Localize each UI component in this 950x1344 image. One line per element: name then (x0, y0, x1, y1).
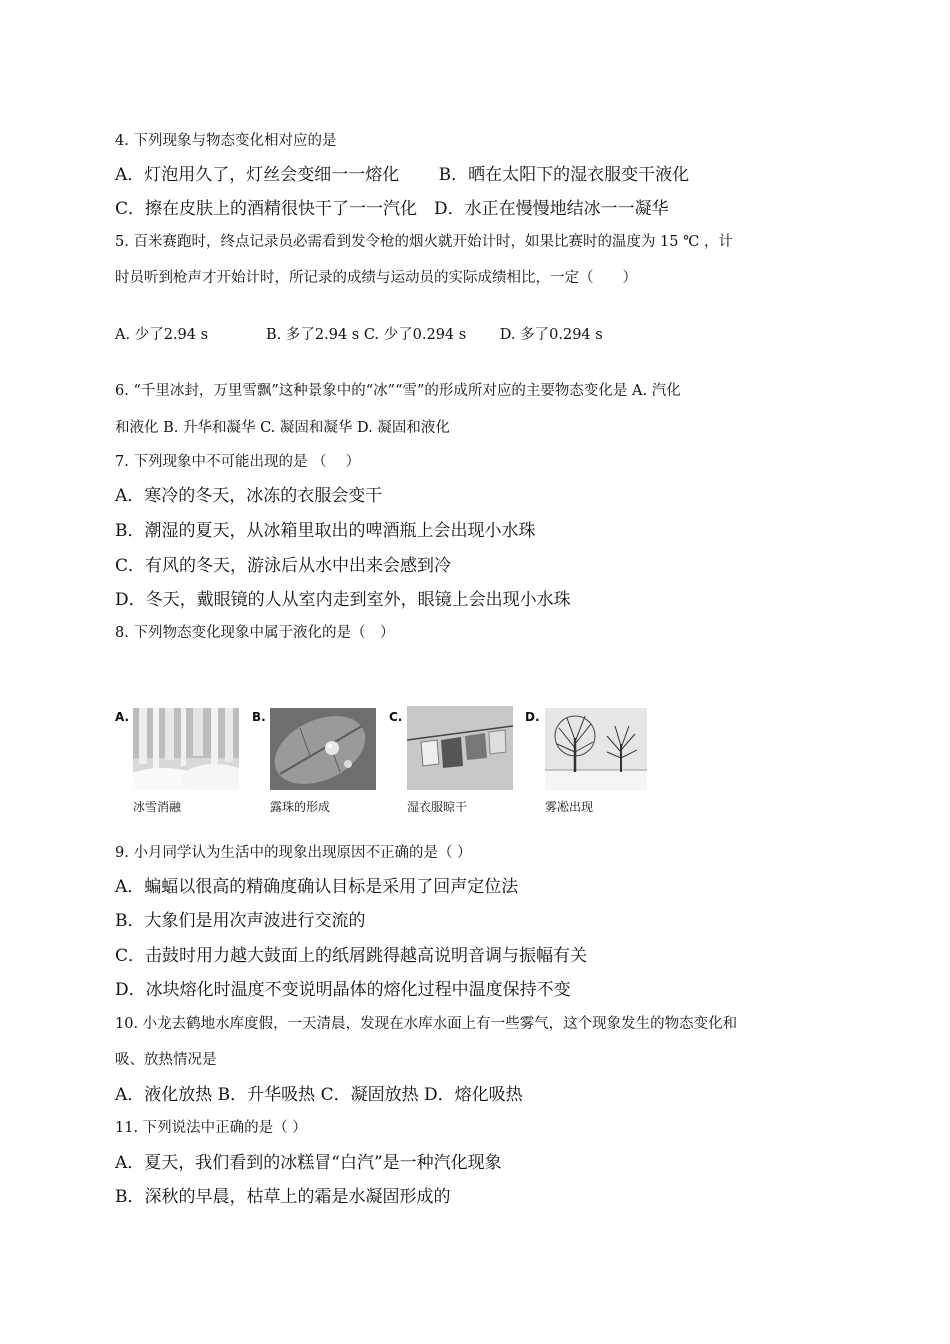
image-b-caption: 露珠的形成 (270, 800, 331, 814)
question-6-stem-line1: 6. “千里冰封，万里雪飘”这种景象中的“冰”“雪”的形成所对应的主要物态变化是 A. 汽化 (115, 383, 681, 399)
question-4-options-ab: A．灯泡用久了，灯丝会变细一一熔化 B．晒在太阳下的湿衣服变干液化 (115, 165, 690, 185)
question-11-option-b: B．深秋的早晨，枯草上的霜是水凝固形成的 (115, 1187, 451, 1207)
question-7-option-c: C．有风的冬天，游泳后从水中出来会感到冷 (115, 556, 452, 576)
question-6-stem-line2: 和液化 B. 升华和凝华 C. 凝固和凝华 D. 凝固和液化 (115, 420, 450, 436)
question-9-option-d: D．冰块熔化时温度不变说明晶体的熔化过程中温度保持不变 (115, 980, 571, 1000)
image-b-label: B. (252, 710, 266, 724)
question-8-stem: 8. 下列物态变化现象中属于液化的是（ ） (115, 625, 395, 641)
question-5-stem-line1: 5. 百米赛跑时，终点记录员必需看到发令枪的烟火就开始计时，如果比赛时的温度为 15 ℃ ，计 (115, 234, 733, 250)
question-10-stem-line1: 10. 小龙去鹤地水库度假，一天清晨，发现在水库水面上有一些雾气，这个现象发生的物态变化和 (115, 1016, 738, 1032)
question-11-stem: 11. 下列说法中正确的是（ ） (115, 1120, 307, 1136)
question-4-options-cd: C．擦在皮肤上的酒精很快干了一一汽化 D．水正在慢慢地结冰一一凝华 (115, 199, 669, 219)
question-9-stem: 9. 小月同学认为生活中的现象出现原因不正确的是（ ） (115, 845, 472, 861)
image-a-caption: 冰雪消融 (133, 800, 182, 814)
question-11-option-a: A．夏天，我们看到的冰糕冒“白汽”是一种汽化现象 (115, 1153, 502, 1173)
question-7-option-b: B．潮湿的夏天，从冰箱里取出的啤酒瓶上会出现小水珠 (115, 521, 536, 541)
image-d-caption: 雾凇出现 (545, 800, 594, 814)
question-7-option-d: D．冬天，戴眼镜的人从室内走到室外，眼镜上会出现小水珠 (115, 590, 571, 610)
question-5-options: A. 少了2.94 s B. 多了2.94 s C. 少了0.294 s D. 多了0.294 s (115, 327, 603, 343)
image-a-label: A. (115, 710, 130, 724)
question-7-option-a: A．寒冷的冬天，冰冻的衣服会变干 (115, 486, 383, 506)
question-9-option-c: C．击鼓时用力越大鼓面上的纸屑跳得越高说明音调与振幅有关 (115, 946, 588, 966)
question-9-option-a: A．蝙蝠以很高的精确度确认目标是采用了回声定位法 (115, 877, 519, 897)
image-c-caption: 湿衣服晾干 (407, 800, 468, 814)
question-4-stem: 4. 下列现象与物态变化相对应的是 (115, 133, 337, 149)
ice-melting-image (133, 708, 239, 790)
dew-leaf-image (270, 708, 376, 790)
drying-clothes-image (407, 706, 513, 790)
question-10-options: A．液化放热 B．升华吸热 C．凝固放热 D．熔化吸热 (115, 1085, 523, 1105)
image-d-label: D. (525, 710, 540, 724)
question-10-stem-line2: 吸、放热情况是 (115, 1052, 217, 1068)
image-c-label: C. (389, 710, 403, 724)
question-5-stem-line2: 时员听到枪声才开始计时，所记录的成绩与运动员的实际成绩相比，一定（ ） (115, 270, 637, 286)
question-7-stem: 7. 下列现象中不可能出现的是 （ ） (115, 454, 361, 470)
rime-trees-image (545, 708, 647, 790)
question-9-option-b: B．大象们是用次声波进行交流的 (115, 911, 366, 931)
